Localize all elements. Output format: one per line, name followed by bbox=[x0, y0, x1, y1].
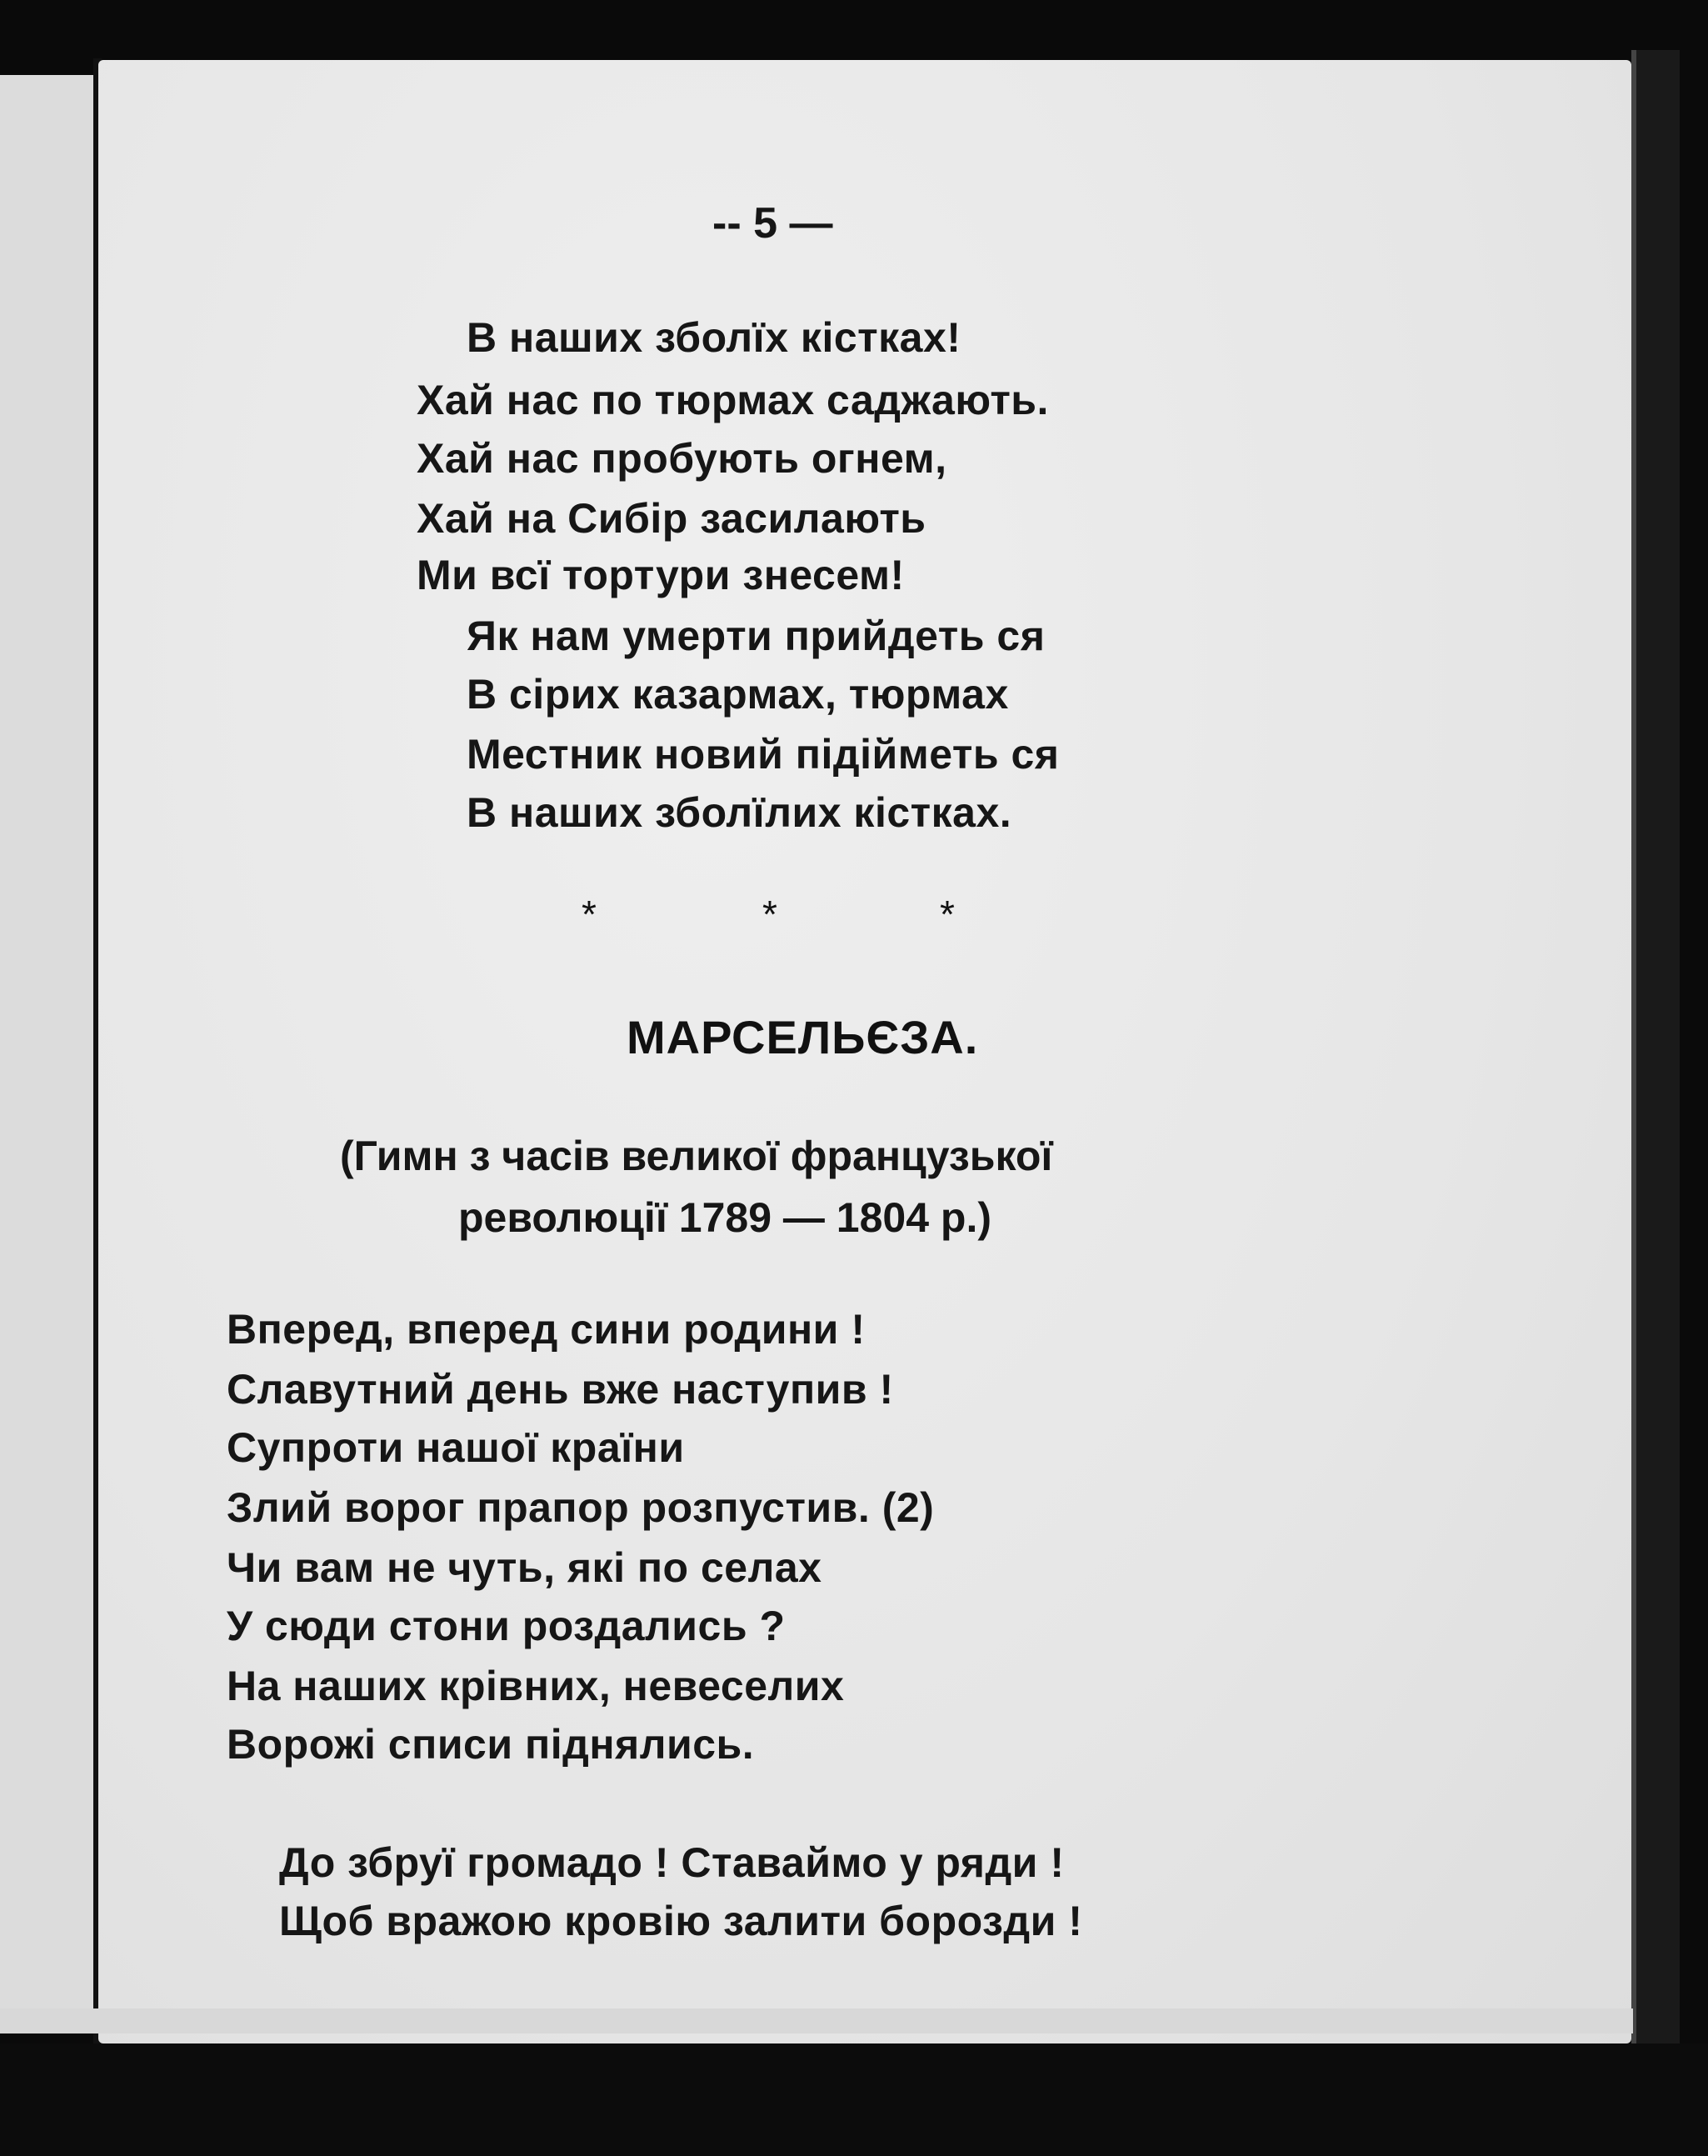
verse-line: Чи вам не чуть, які по селах bbox=[227, 1544, 822, 1591]
poem-line: Хай на Сибір засилають bbox=[417, 495, 926, 542]
refrain-line: До збруї громадо ! Ставаймо у ряди ! bbox=[279, 1839, 1065, 1886]
separator-star: * bbox=[762, 893, 777, 936]
verse-line: Супроти нашої країни bbox=[227, 1424, 685, 1471]
bottom-page-edge bbox=[0, 2008, 1633, 2033]
poem-line: Ми всї тортури знесем! bbox=[417, 552, 905, 598]
poem-line: В наших зболїлих кістках. bbox=[467, 789, 1012, 836]
verse-line: Ворожі списи піднялись. bbox=[227, 1721, 755, 1768]
poem-line: Хай нас по тюрмах саджають. bbox=[417, 377, 1049, 423]
right-cover-edge bbox=[1631, 50, 1680, 2067]
song-title: МАРСЕЛЬЄЗА. bbox=[627, 1011, 979, 1063]
poem-line: В наших зболїх кістках! bbox=[467, 314, 961, 361]
verse-line: На наших крівних, невеселих bbox=[227, 1663, 845, 1709]
song-subtitle: революції 1789 — 1804 р.) bbox=[458, 1194, 991, 1241]
poem-line: Хай нас пробують огнем, bbox=[417, 435, 947, 482]
left-page-edge bbox=[0, 75, 93, 2033]
verse-line: У сюди стони роздались ? bbox=[227, 1603, 786, 1649]
poem-line: В сірих казармах, тюрмах bbox=[467, 671, 1009, 718]
verse-line: Славутний день вже наступив ! bbox=[227, 1366, 894, 1413]
poem-line: Як нам умерти прийдеть ся bbox=[467, 613, 1046, 659]
separator-star: * bbox=[582, 893, 597, 936]
song-subtitle: (Гимн з часів великої французької bbox=[340, 1133, 1053, 1179]
page-number: -- 5 — bbox=[712, 199, 833, 248]
refrain-line: Щоб вражою кровію залити борозди ! bbox=[279, 1898, 1083, 1944]
poem-line: Местник новий підійметь ся bbox=[467, 731, 1060, 778]
separator-star: * bbox=[940, 893, 955, 936]
bottom-cover-edge bbox=[0, 2043, 1708, 2156]
verse-line: Вперед, вперед сини родини ! bbox=[227, 1306, 866, 1353]
verse-line: Злий ворог прапор розпустив. (2) bbox=[227, 1484, 935, 1531]
